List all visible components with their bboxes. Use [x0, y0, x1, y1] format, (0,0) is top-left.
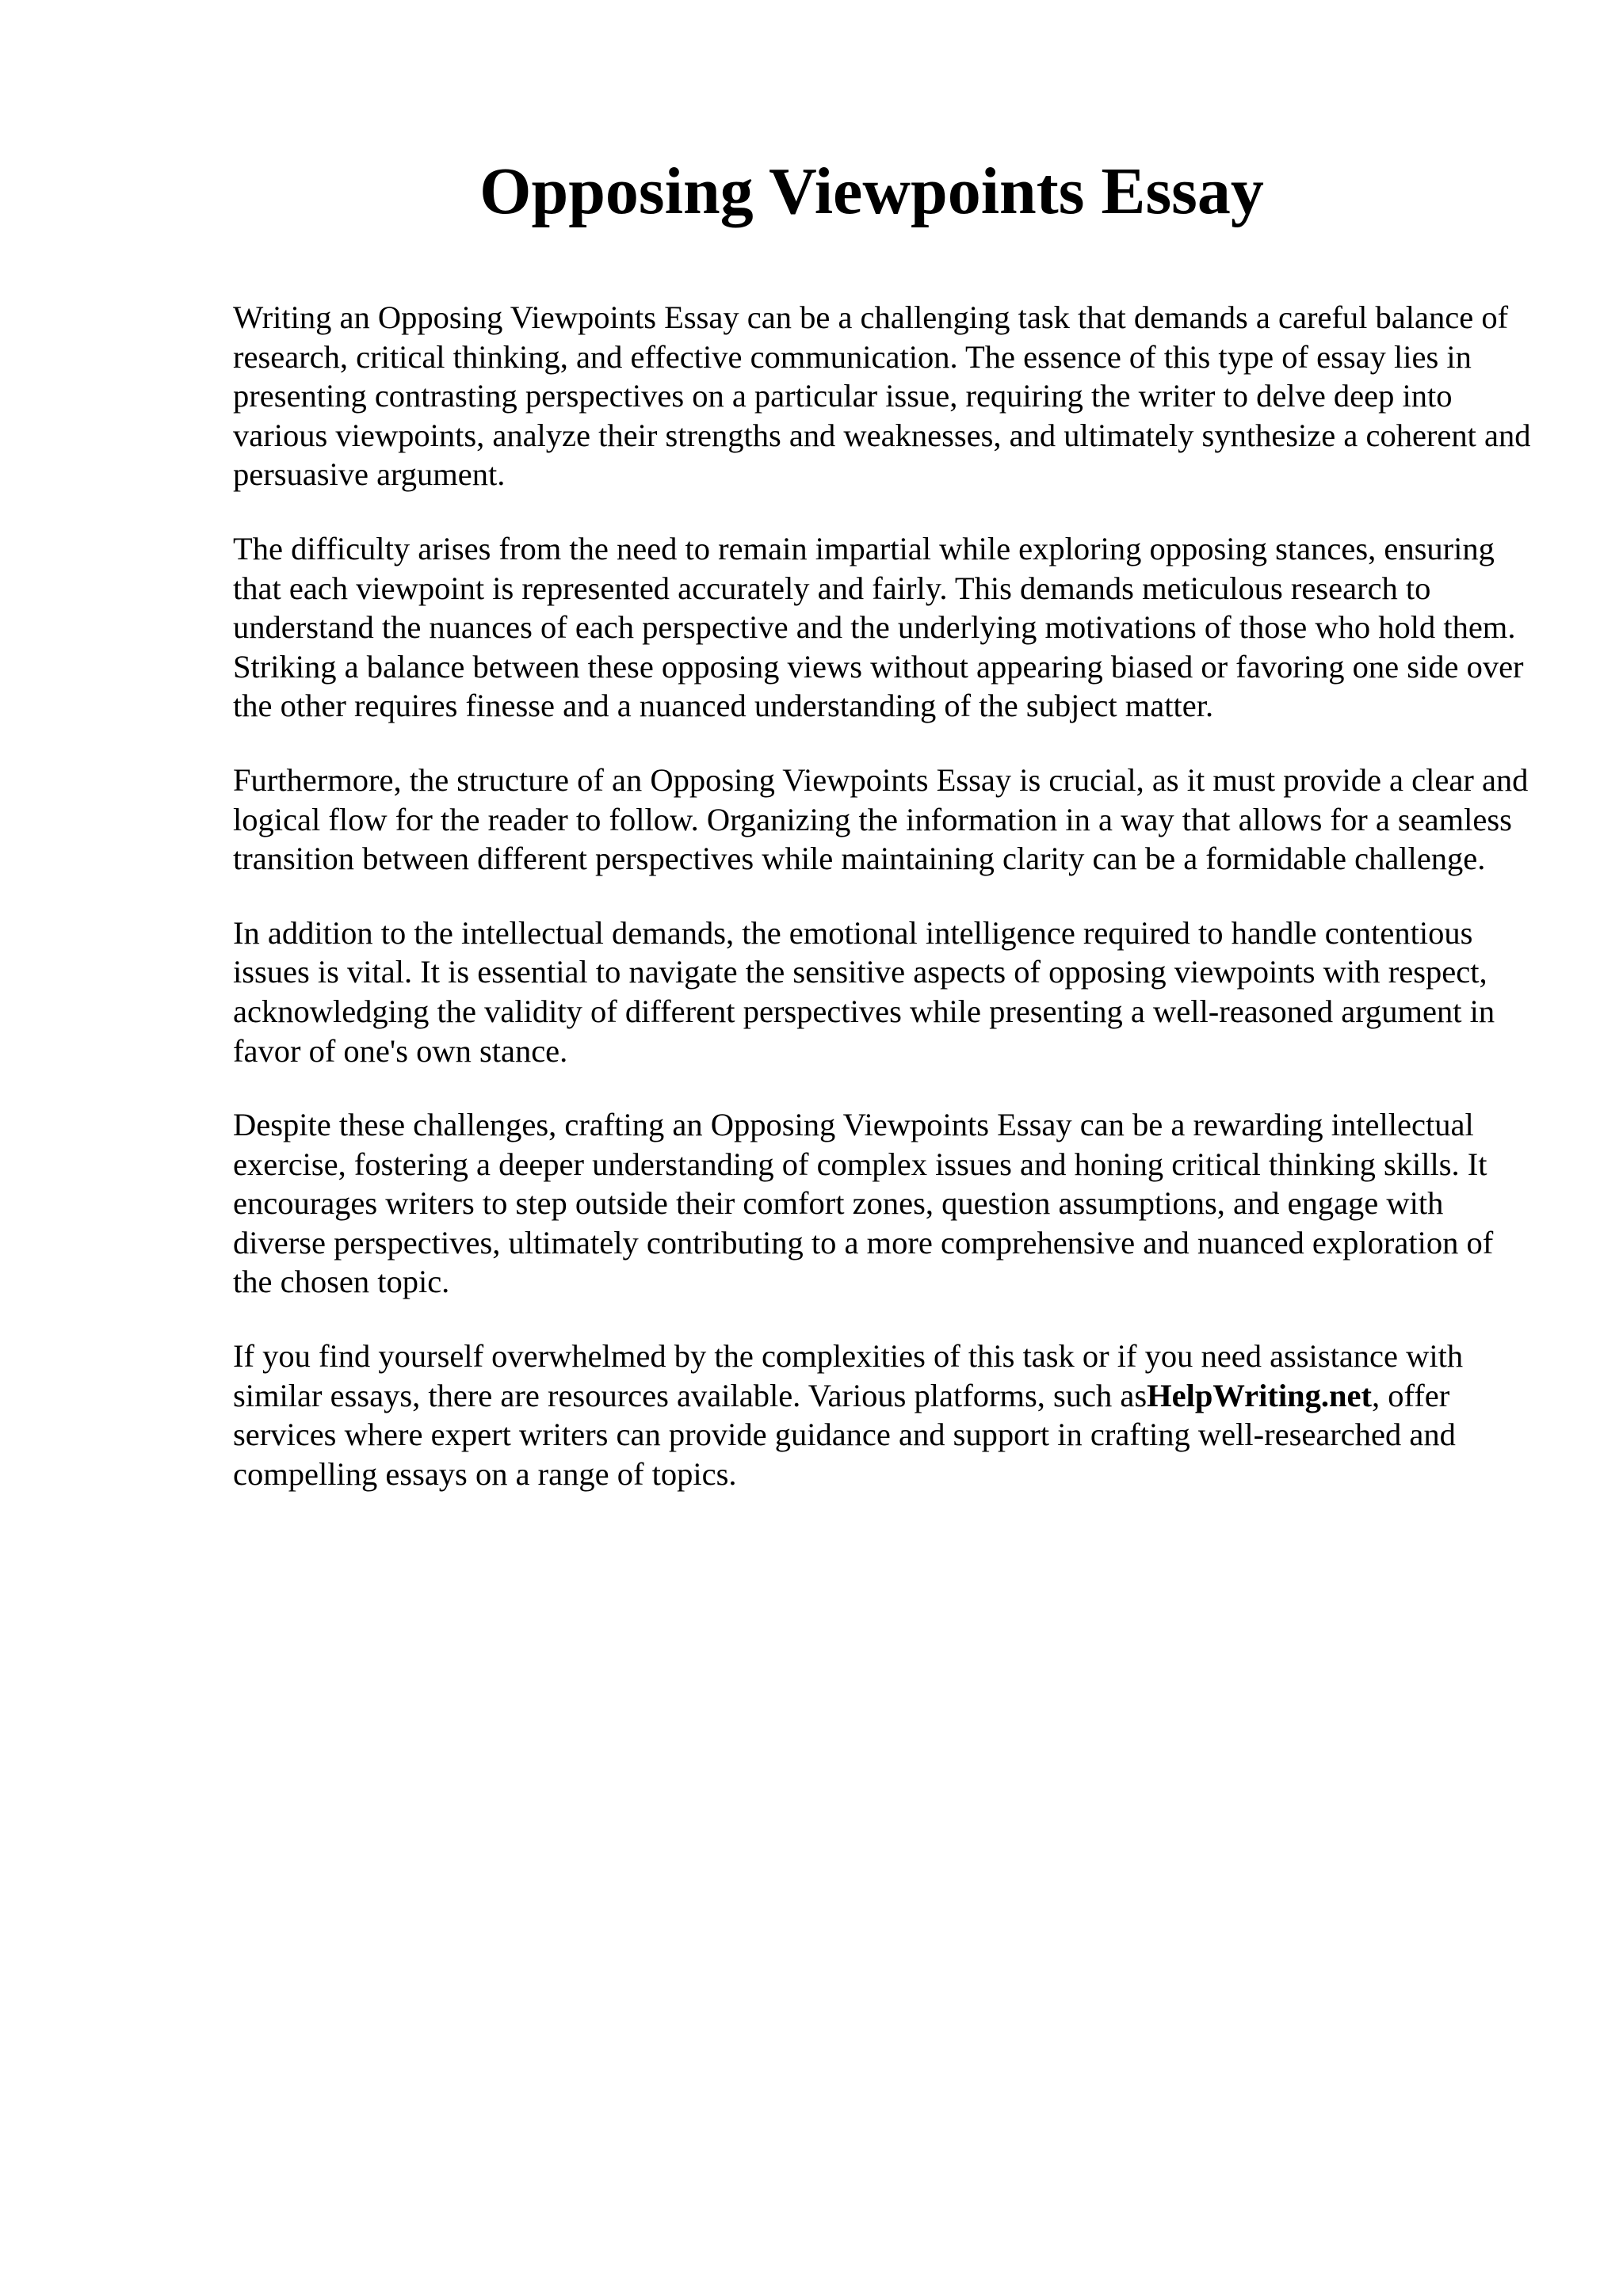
paragraph-3: Furthermore, the structure of an Opposing Viewpoints Essay is crucial, as it must provide a clear and logical flow for the reader to follow. Organizing the information in a way that allows for a seamless transition between different perspectives while maintaining clarity can be a formidable challenge.: [233, 761, 1529, 877]
closing-text-after: , offer services where expert writers can provide guidance and support in crafting well-researched and compelling essays on a range of topics.: [233, 1377, 1456, 1492]
brand-name: HelpWriting.net: [1147, 1377, 1373, 1413]
paragraph-2: The difficulty arises from the need to remain impartial while exploring opposing stances, ensuring that each viewpoint is represented accurately and fairly. This demands meticulous research to understand the nuances of each perspective and the underlying motivations of those who hold them. Striking a balance between these opposing views without appearing biased or favoring one side over the other requires finesse and a nuanced understanding of the subject matter.: [233, 530, 1524, 724]
document-title: Opposing Viewpoints Essay: [479, 154, 1264, 228]
paragraph-6: [233, 1337, 1533, 1493]
closing-text-before: If you find yourself overwhelmed by the complexities of this task or if you need assistance with similar essays, there are resources available. Various platforms, such as: [233, 1338, 1464, 1413]
document-body: [233, 298, 1533, 1528]
paragraph-1: Writing an Opposing Viewpoints Essay can be a challenging task that demands a careful balance of research, critical thinking, and effective communication. The essence of this type of essay lies in presenting contrasting perspectives on a particular issue, requiring the writer to delve deep into various viewpoints, analyze their strengths and weaknesses, and ultimately synthesize a coherent and persuasive argument.: [233, 299, 1531, 493]
paragraph-4: In addition to the intellectual demands, the emotional intelligence required to handle contentious issues is vital. It is essential to navigate the sensitive aspects of opposing viewpoints with respect, acknowledging the validity of different perspectives while presenting a well-reasoned argument in favor of one's own stance.: [233, 914, 1495, 1069]
paragraph-5: Despite these challenges, crafting an Opposing Viewpoints Essay can be a rewarding intellectual exercise, fostering a deeper understanding of complex issues and honing critical thinking skills. It encourages writers to step outside their comfort zones, question assumptions, and engage with diverse perspectives, ultimately contributing to a more comprehensive and nuanced exploration of the chosen topic.: [233, 1107, 1494, 1300]
